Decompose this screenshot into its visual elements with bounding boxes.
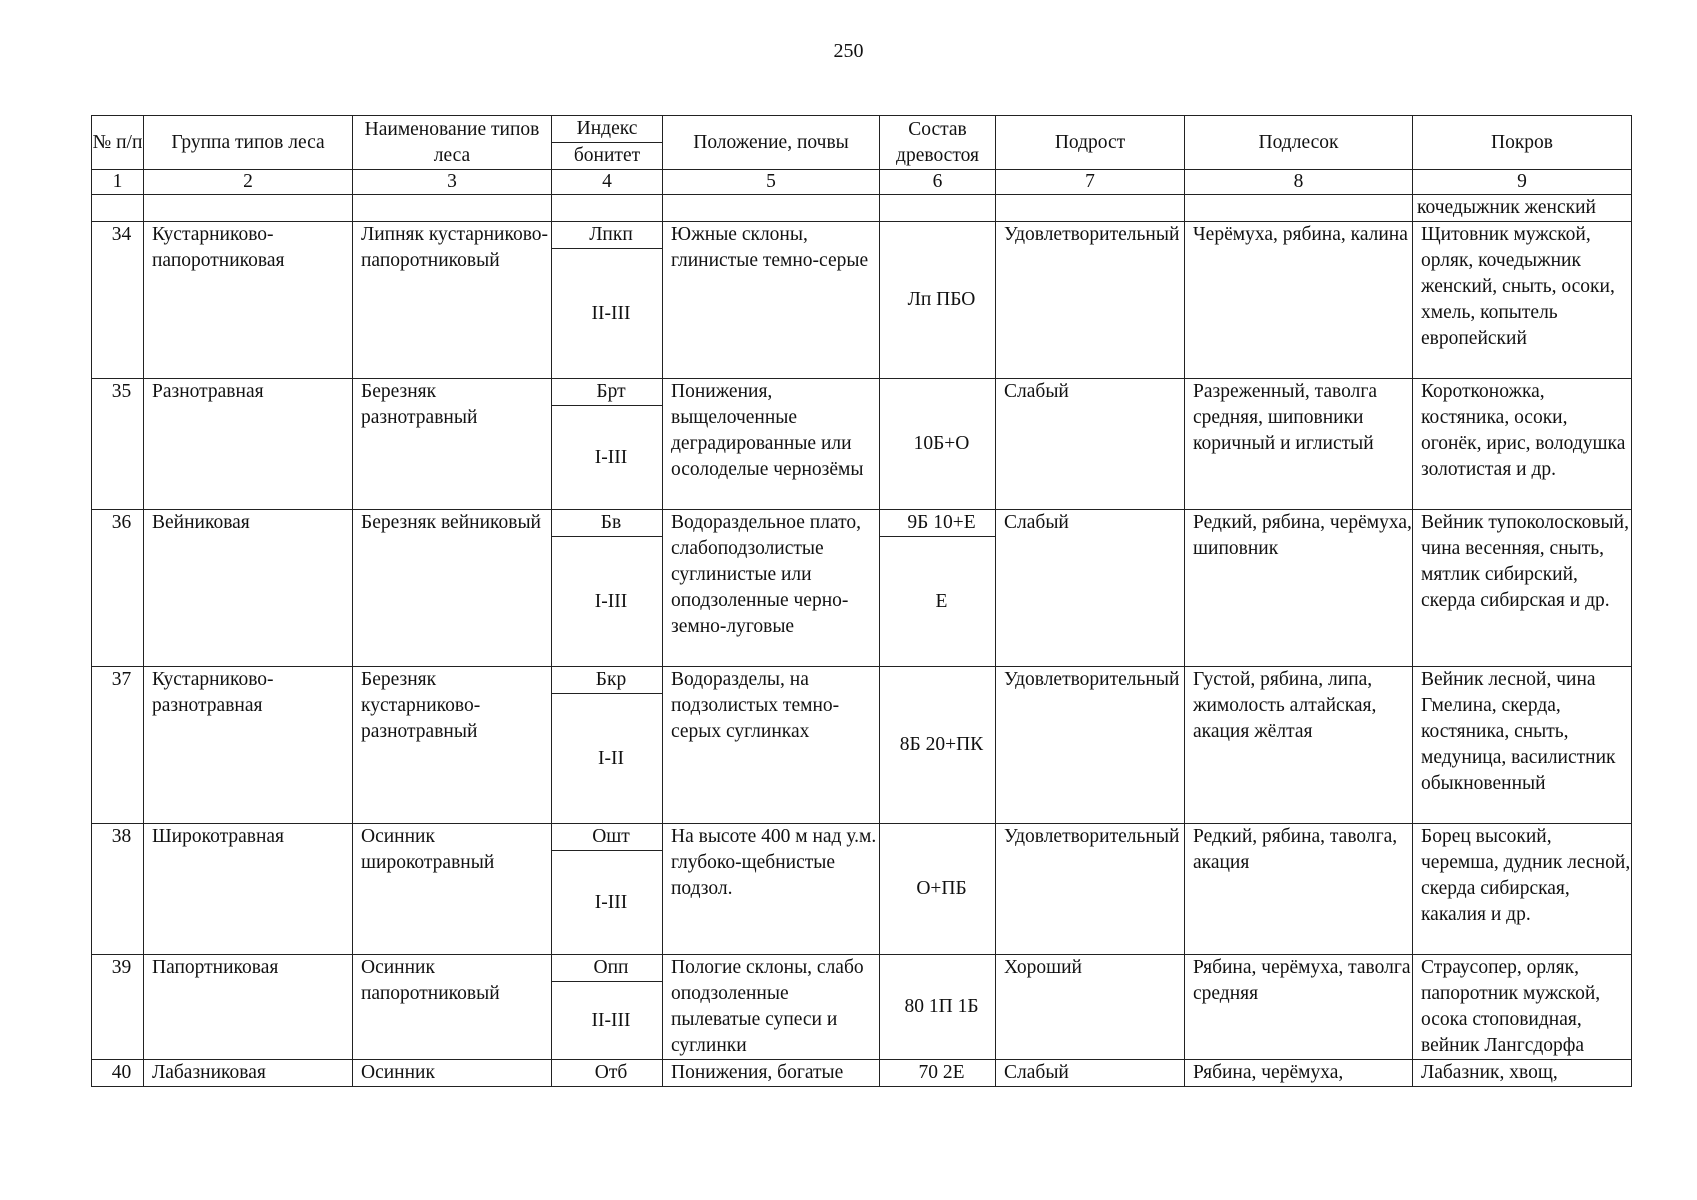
index-cell: Лпкп xyxy=(552,222,663,249)
bonitet-cell: I-III xyxy=(552,406,663,510)
header-position: Положение, почвы xyxy=(663,116,880,170)
position-cell: Пологие склоны, слабо оподзоленные пылеватые супеси и суглинки xyxy=(663,955,880,1060)
header-group: Группа типов леса xyxy=(144,116,353,170)
index-cell: Бкр xyxy=(552,667,663,694)
page-number: 250 xyxy=(833,40,864,62)
group-cell: Разнотравная xyxy=(144,379,353,510)
underbrush-cell: Редкий, рябина, черёмуха, шиповник xyxy=(1185,510,1413,667)
composition-cell: О+ПБ xyxy=(880,824,996,955)
row-num: 40 xyxy=(92,1060,144,1087)
header-undergrowth: Подрост xyxy=(996,116,1185,170)
cover-cell: Страусопер, орляк, папоротник мужской, осока стоповидная, вейник Лангсдорфа xyxy=(1413,955,1632,1060)
undergrowth-cell: Хороший xyxy=(996,955,1185,1060)
bonitet-cell: II-III xyxy=(552,249,663,379)
underbrush-cell: Рябина, черёмуха, xyxy=(1185,1060,1413,1087)
composition-cell: 9Б 10+Е xyxy=(880,510,996,537)
column-number: 6 xyxy=(880,170,996,195)
group-cell: Лабазниковая xyxy=(144,1060,353,1087)
composition-bottom-cell: Е xyxy=(880,537,996,667)
header-index: Индекс xyxy=(552,116,663,143)
row-num: 35 xyxy=(92,379,144,510)
column-number: 9 xyxy=(1413,170,1632,195)
group-cell: Папортниковая xyxy=(144,955,353,1060)
position-cell: Понижения, богатые xyxy=(663,1060,880,1087)
bonitet-cell: I-III xyxy=(552,537,663,667)
cover-cell: Щитовник мужской, орляк, кочедыжник женский, сныть, осоки, хмель, копытель европейский xyxy=(1413,222,1632,379)
row-num: 36 xyxy=(92,510,144,667)
underbrush-cell: Редкий, рябина, таволга, акация xyxy=(1185,824,1413,955)
continuation-cover: кочедыжник женский xyxy=(1413,195,1632,222)
group-cell: Кустарниково-папоротниковая xyxy=(144,222,353,379)
index-cell: Отб xyxy=(552,1060,663,1087)
underbrush-cell: Черёмуха, рябина, калина xyxy=(1185,222,1413,379)
cover-cell: Борец высокий, черемша, дудник лесной, скерда сибирская, какалия и др. xyxy=(1413,824,1632,955)
header-name: Наименование типов леса xyxy=(353,116,552,170)
header-num: № п/п xyxy=(92,116,144,170)
name-cell: Осинник xyxy=(353,1060,552,1087)
name-cell: Березняк кустарниково-разнотравный xyxy=(353,667,552,824)
column-number: 2 xyxy=(144,170,353,195)
column-numbers-row xyxy=(92,170,1632,195)
undergrowth-cell: Слабый xyxy=(996,1060,1185,1087)
composition-cell: Лп ПБО xyxy=(880,222,996,379)
table-row xyxy=(92,667,1632,694)
table-row xyxy=(92,1060,1632,1087)
index-cell: Ошт xyxy=(552,824,663,851)
undergrowth-cell: Удовлетворительный xyxy=(996,222,1185,379)
table-row xyxy=(92,222,1632,249)
name-cell: Березняк разнотравный xyxy=(353,379,552,510)
cover-cell: Лабазник, хвощ, xyxy=(1413,1060,1632,1087)
group-cell: Кустарниково-разнотравная xyxy=(144,667,353,824)
position-cell: Водоразделы, на подзолистых темно-серых суглинках xyxy=(663,667,880,824)
row-num: 39 xyxy=(92,955,144,1060)
composition-cell: 8Б 20+ПК xyxy=(880,667,996,824)
header-composition: Состав древостоя xyxy=(880,116,996,170)
undergrowth-cell: Удовлетворительный xyxy=(996,667,1185,824)
cover-cell: Коротконожка, костяника, осоки, огонёк, ирис, володушка золотистая и др. xyxy=(1413,379,1632,510)
name-cell: Березняк вейниковый xyxy=(353,510,552,667)
row-num: 34 xyxy=(92,222,144,379)
continuation-row xyxy=(92,195,1632,222)
header-bonitet: бонитет xyxy=(552,143,663,170)
row-num: 37 xyxy=(92,667,144,824)
undergrowth-cell: Слабый xyxy=(996,510,1185,667)
name-cell: Осинник широкотравный xyxy=(353,824,552,955)
row-num: 38 xyxy=(92,824,144,955)
name-cell: Липняк кустарниково-папоротниковый xyxy=(353,222,552,379)
position-cell: Понижения, выщелоченные деградированные или осолоделые чернозёмы xyxy=(663,379,880,510)
composition-cell: 80 1П 1Б xyxy=(880,955,996,1060)
index-cell: Бв xyxy=(552,510,663,537)
forest-types-table xyxy=(91,115,1632,1087)
bonitet-cell: I-III xyxy=(552,851,663,955)
header-cover: Покров xyxy=(1413,116,1632,170)
column-number: 5 xyxy=(663,170,880,195)
table-row xyxy=(92,510,1632,537)
table-row xyxy=(92,379,1632,406)
underbrush-cell: Разреженный, таволга средняя, шиповники коричный и иглистый xyxy=(1185,379,1413,510)
column-number: 8 xyxy=(1185,170,1413,195)
undergrowth-cell: Слабый xyxy=(996,379,1185,510)
bonitet-cell: I-II xyxy=(552,694,663,824)
column-number: 3 xyxy=(353,170,552,195)
cover-cell: Вейник тупоколосковый, чина весенняя, сныть, мятлик сибирский, скерда сибирская и др. xyxy=(1413,510,1632,667)
composition-cell: 70 2Е xyxy=(880,1060,996,1087)
position-cell: Водораздельное плато, слабоподзолистые суглинистые или оподзоленные черно-земно-луговые xyxy=(663,510,880,667)
index-cell: Брт xyxy=(552,379,663,406)
index-cell: Опп xyxy=(552,955,663,982)
table-row xyxy=(92,955,1632,982)
underbrush-cell: Рябина, черёмуха, таволга средняя xyxy=(1185,955,1413,1060)
position-cell: На высоте 400 м над у.м. глубоко-щебнистые подзол. xyxy=(663,824,880,955)
column-number: 7 xyxy=(996,170,1185,195)
underbrush-cell: Густой, рябина, липа, жимолость алтайская, акация жёлтая xyxy=(1185,667,1413,824)
undergrowth-cell: Удовлетворительный xyxy=(996,824,1185,955)
composition-cell: 10Б+О xyxy=(880,379,996,510)
column-number: 1 xyxy=(92,170,144,195)
group-cell: Вейниковая xyxy=(144,510,353,667)
cover-cell: Вейник лесной, чина Гмелина, скерда, костяника, сныть, медуница, василистник обыкновенный xyxy=(1413,667,1632,824)
group-cell: Широкотравная xyxy=(144,824,353,955)
table-row xyxy=(92,824,1632,851)
name-cell: Осинник папоротниковый xyxy=(353,955,552,1060)
position-cell: Южные склоны, глинистые темно-серые xyxy=(663,222,880,379)
bonitet-cell: II-III xyxy=(552,982,663,1060)
column-number: 4 xyxy=(552,170,663,195)
header-underbrush: Подлесок xyxy=(1185,116,1413,170)
